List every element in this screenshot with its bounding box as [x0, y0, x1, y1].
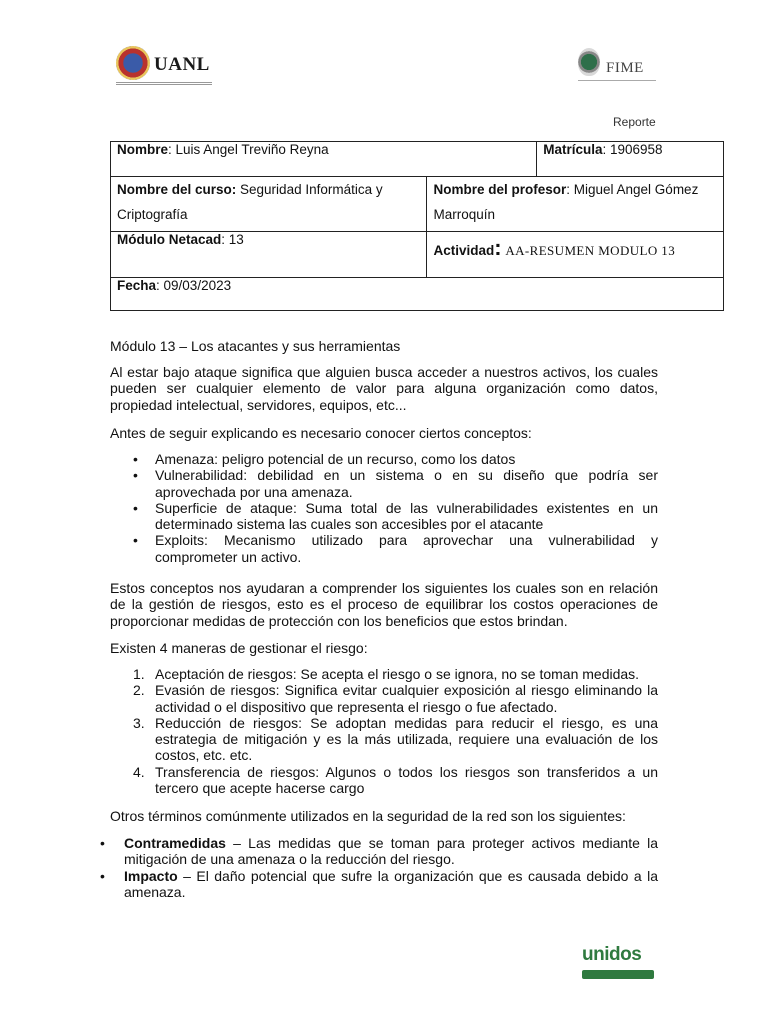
term-definition: – El daño potencial que sufre la organización que es causada debido a la amenaza.	[124, 867, 658, 900]
module-title: Módulo 13 – Los atacantes y sus herramientas	[110, 338, 401, 354]
matricula-label: Matrícula	[543, 142, 603, 157]
term-label: Impacto	[124, 867, 178, 884]
list-item: • Vulnerabilidad: debilidad en un sistema o en su diseño que podría ser aprovechada por una amenaza.	[133, 467, 658, 500]
activity-label: Actividad	[433, 243, 495, 258]
table-row	[111, 232, 724, 278]
module-value: : 13	[221, 232, 244, 247]
paragraph-attack: Al estar bajo ataque significa que alguien busca acceder a nuestros activos, los cuales pueden ser cualquier elemento de valor para alguna organización como datos, propiedad intelectual, servidores, equipos, etc...	[110, 364, 658, 413]
professor-cell	[427, 177, 724, 232]
list-item	[100, 868, 658, 901]
professor-label: Nombre del profesor	[433, 182, 567, 197]
risks-list	[133, 666, 658, 796]
fime-logo-text: FIME	[606, 60, 644, 76]
name-label: Nombre	[117, 142, 169, 157]
paragraph-risk-management: Estos conceptos nos ayudaran a comprender los siguientes los cuales son en relación de la gestión de riesgos, esto es el proceso de equilibrar los costos operaciones de proporcionar medidas de protección con los beneficios que estos brindan.	[110, 580, 658, 629]
activity-cell	[427, 232, 724, 278]
paragraph-risk-intro: Existen 4 maneras de gestionar el riesgo:	[110, 640, 368, 656]
uanl-logo-text: UANL	[154, 54, 210, 75]
name-cell	[111, 142, 537, 177]
paragraph-terms-intro: Otros términos comúnmente utilizados en la seguridad de la red son los siguientes:	[110, 808, 626, 824]
info-table	[110, 141, 724, 311]
fime-seal-icon	[578, 48, 600, 76]
list-item	[133, 764, 658, 797]
unidos-logo-band	[582, 970, 654, 979]
list-item	[133, 682, 658, 715]
term-label: Contramedidas	[124, 835, 226, 851]
fime-logo	[576, 48, 656, 84]
matricula-value: : 1906958	[602, 142, 663, 157]
date-label: Fecha	[117, 278, 157, 293]
uanl-seal-icon	[116, 46, 150, 80]
table-row	[111, 177, 724, 232]
list-number: 2.	[133, 682, 145, 699]
table-row	[111, 142, 724, 177]
list-text: Aceptación de riesgos: Se acepta el riesgo o se ignora, no se toman medidas.	[155, 666, 640, 682]
activity-colon: :	[494, 235, 502, 260]
module-cell	[111, 232, 427, 278]
course-label: Nombre del curso:	[117, 182, 237, 197]
list-item: • Superficie de ataque: Suma total de las vulnerabilidades existentes en un determinado sistema las cuales son accesibles por el atacante	[133, 500, 658, 533]
uanl-logo-rule	[116, 82, 212, 85]
list-item	[100, 835, 658, 868]
fime-logo-rule	[578, 80, 656, 81]
course-value: Seguridad Informática y Criptografía	[117, 182, 383, 222]
course-cell	[111, 177, 427, 232]
list-text: Transferencia de riesgos: Algunos o todos los riesgos son transferidos a un tercero que acepte hacerse cargo	[155, 763, 658, 797]
list-item: • Exploits: Mecanismo utilizado para aprovechar una vulnerabilidad y comprometer un activo.	[133, 532, 658, 565]
unidos-logo-text: unidos	[582, 944, 642, 965]
name-value: : Luis Angel Treviño Reyna	[168, 142, 329, 157]
list-item	[133, 715, 658, 764]
list-item	[133, 666, 658, 682]
terms-list	[100, 835, 658, 900]
uanl-logo	[116, 44, 212, 86]
list-text: Reducción de riesgos: Se adoptan medidas para reducir el riesgo, es una estrategia de mitigación y es la más utilizada, requiere una evaluación de los costos, etc. etc.	[155, 714, 658, 764]
activity-value: AA-RESUMEN MODULO 13	[505, 243, 676, 258]
matricula-cell	[537, 142, 724, 177]
list-text: Evasión de riesgos: Significa evitar cualquier exposición al riesgo eliminando la actividad o el dispositivo que representa el riesgo o fue afectado.	[155, 682, 658, 715]
paragraph-concepts-intro: Antes de seguir explicando es necesario conocer ciertos conceptos:	[110, 425, 532, 441]
list-number: 4.	[133, 763, 145, 780]
table-row	[111, 278, 724, 311]
concepts-list	[133, 451, 658, 565]
term-definition: – Las medidas que se toman para proteger activos mediante la mitigación de una amenaza o la reducción del riesgo.	[124, 835, 658, 868]
report-label: Reporte	[613, 115, 656, 129]
date-cell	[111, 278, 724, 311]
list-number: 3.	[133, 714, 145, 731]
list-item: • Amenaza: peligro potencial de un recurso, como los datos	[133, 451, 658, 467]
list-number: 1.	[133, 666, 145, 682]
unidos-logo-icon	[582, 944, 656, 980]
professor-value: : Miguel Angel Gómez Marroquín	[433, 182, 699, 222]
date-value: : 09/03/2023	[156, 278, 232, 293]
module-label: Módulo Netacad	[117, 232, 222, 247]
